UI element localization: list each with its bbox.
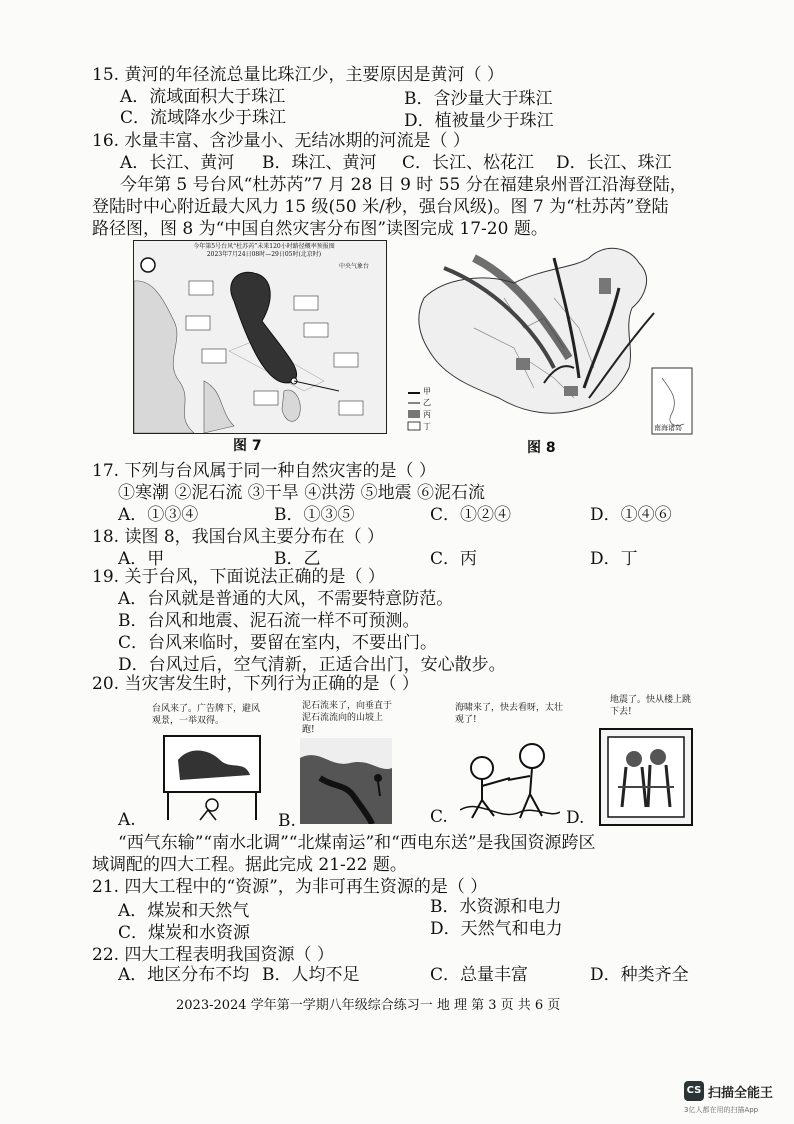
figure-7-typhoon-track-map (133, 240, 387, 434)
q15-option-b: B．含沙量大于珠江 (404, 89, 553, 109)
intro2-line1: “西气东输”“南水北调”“北煤南运”和“西电东送”是我国资源跨区 (118, 833, 596, 853)
q15-option-c: C．流域降水少于珠江 (120, 108, 287, 128)
q21-option-a: A．煤炭和天然气 (118, 901, 250, 921)
q16-option-c: C．长江、松花江 (402, 153, 535, 173)
q20-option-a-label: A. (118, 810, 136, 830)
fig8-legend-yi: 乙 (423, 398, 431, 407)
figure-7-caption: 图 7 (233, 438, 262, 454)
figure-8-caption: 图 8 (527, 440, 556, 456)
q20-picture-c-caption: 海啸来了，快去看呀，太壮观了! (455, 703, 564, 725)
q17-option-d: D．①④⑥ (590, 505, 672, 525)
q22-option-c: C．总量丰富 (430, 965, 529, 985)
q20-option-c-label: C. (430, 807, 448, 827)
q19-option-b: B．台风和地震、泥石流一样不可预测。 (118, 611, 420, 631)
fig8-legend-ding: 丁 (423, 422, 431, 431)
q20-option-b-label: B. (278, 811, 296, 831)
q20-picture-a (150, 730, 272, 824)
q18-option-b: B．乙 (274, 549, 321, 569)
q21-stem: 21. 四大工程中的“资源”，为非可再生资源的是（ ） (92, 877, 488, 897)
scanner-app-slogan: 3亿人都在用的扫描App (684, 1106, 759, 1114)
camscanner-logo-icon: CS (684, 1081, 704, 1101)
scanner-watermark (684, 1081, 792, 1115)
q22-option-b: B．人均不足 (262, 965, 360, 985)
intro2-line2: 域调配的四大工程。据此完成 21-22 题。 (92, 855, 407, 875)
q18-option-a: A．甲 (118, 549, 165, 569)
fig8-legend-bing: 丙 (423, 410, 431, 419)
q19-option-d: D．台风过后，空气清新，正适合出门，安心散步。 (118, 655, 506, 675)
q19-option-c: C．台风来临时，要留在室内，不要出门。 (118, 633, 438, 653)
q19-option-a: A．台风就是普通的大风，不需要特意防范。 (118, 589, 454, 609)
q20-picture-c (460, 738, 560, 822)
fig8-inset-label: 南海诸岛 (654, 424, 682, 432)
intro1-line3: 路径图，图 8 为“中国自然灾害分布图”读图完成 17-20 题。 (92, 219, 548, 239)
q15-stem: 15. 黄河的年径流总量比珠江少，主要原因是黄河（ ） (92, 65, 504, 85)
q16-option-d: D．长江、珠江 (556, 153, 672, 173)
q20-option-d-label: D. (566, 808, 585, 828)
china-map-graphic (404, 238, 696, 436)
q17-stem: 17. 下列与台风属于同一种自然灾害的是（ ） (92, 461, 436, 481)
q20-stem: 20. 当灾害发生时，下列行为正确的是（ ） (92, 674, 419, 694)
q20-picture-d (596, 727, 696, 827)
q21-option-d: D．天然气和电力 (430, 919, 563, 939)
page-footer: 2023-2024 学年第一学期八年级综合练习一 地 理 第 3 页 共 6 页 (176, 998, 561, 1013)
q18-stem: 18. 读图 8，我国台风主要分布在（ ） (92, 527, 385, 547)
q19-stem: 19. 关于台风，下面说法正确的是（ ） (92, 567, 385, 587)
q20-picture-b (300, 738, 392, 824)
q18-option-c: C．丙 (430, 549, 478, 569)
q17-option-a: A．①③④ (118, 505, 199, 525)
fig7-subtitle: 2023年7月24日08时—29日05时(北京时) (206, 251, 322, 258)
fig7-title: 今年第5号台风“杜苏芮”未来120小时路径概率预报图 (193, 243, 335, 250)
q18-option-d: D．丁 (590, 549, 638, 569)
fig8-legend-jia: 甲 (423, 387, 431, 396)
q21-option-b: B．水资源和电力 (430, 897, 562, 917)
fig7-agency: 中央气象台 (339, 263, 370, 270)
q15-option-a: A．流域面积大于珠江 (120, 87, 286, 107)
q22-option-d: D．种类齐全 (590, 965, 689, 985)
q20-picture-d-caption: 地震了。快从楼上跳下去! (610, 695, 692, 717)
q20-picture-a-caption: 台风来了。广告牌下，避风观景，一举双得。 (152, 704, 261, 726)
q16-option-b: B．珠江、黄河 (262, 153, 377, 173)
intro1-line2: 登陆时中心附近最大风力 15 级(50 米/秒，强台风级)。图 7 为“杜苏芮”登陆 (92, 197, 669, 217)
intro1-line1: 今年第 5 号台风“杜苏芮”7 月 28 日 9 时 55 分在福建泉州晋江沿海登陆， (120, 175, 687, 195)
scanner-app-name: 扫描全能王 (708, 1086, 774, 1101)
q17-option-c: C．①②④ (430, 505, 512, 525)
q15-option-d: D．植被量少于珠江 (404, 111, 554, 131)
q17-items: ①寒潮 ②泥石流 ③干旱 ④洪涝 ⑤地震 ⑥泥石流 (118, 483, 486, 503)
q21-option-c: C．煤炭和水资源 (118, 923, 251, 943)
q22-stem: 22. 四大工程表明我国资源（ ） (92, 945, 334, 965)
figure-8-china-disaster-map (404, 238, 696, 436)
q22-option-a: A．地区分布不均 (118, 965, 250, 985)
map-logo-icon (141, 258, 155, 272)
q17-option-b: B．①③⑤ (274, 505, 355, 525)
q16-stem: 16. 水量丰富、含沙量小、无结冰期的河流是（ ） (92, 131, 470, 151)
q16-option-a: A．长江、黄河 (120, 153, 235, 173)
q20-picture-b-caption: 泥石流来了，向垂直于泥石流流向的山坡上跑! (302, 701, 393, 735)
